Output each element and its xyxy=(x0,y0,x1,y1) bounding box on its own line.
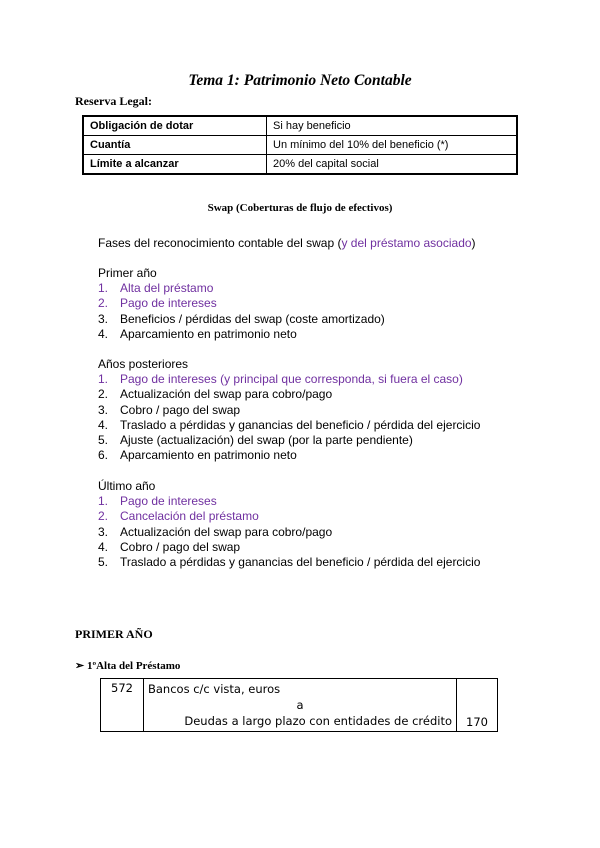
list-item: 4. Aparcamiento en patrimonio neto xyxy=(98,326,297,341)
credit-code: 170 xyxy=(457,679,498,732)
reserva-legal-table xyxy=(82,115,518,175)
debit-account: Bancos c/c vista, euros xyxy=(148,682,281,696)
list-item: 5. Traslado a pérdidas y ganancias del beneficio / pérdida del ejercicio xyxy=(98,555,481,570)
list-item: 4. Traslado a pérdidas y ganancias del beneficio / pérdida del ejercicio xyxy=(98,417,481,432)
list-item: 6. Aparcamiento en patrimonio neto xyxy=(98,448,297,463)
page-title: Tema 1: Patrimonio Neto Contable xyxy=(188,72,412,89)
posteriores-list xyxy=(98,372,480,463)
subsection-text: 1ºAlta del Préstamo xyxy=(86,660,181,672)
journal-entry-table xyxy=(100,678,498,732)
list-item: 3. Actualización del swap para cobro/pago xyxy=(98,524,333,539)
ultimo-section xyxy=(98,479,480,570)
reserva-legal-label: Reserva Legal: xyxy=(75,94,152,108)
list-item: 4. Cobro / pago del swap xyxy=(98,539,241,554)
table-row xyxy=(83,136,517,155)
row-key: Cuantía xyxy=(83,136,267,155)
list-item: 3. Cobro / pago del swap xyxy=(98,402,241,417)
row-key: Límite a alcanzar xyxy=(83,155,267,175)
primer-ano-heading: PRIMER AÑO xyxy=(75,627,153,641)
table-row xyxy=(83,116,517,136)
list-item: 1. Pago de intereses xyxy=(98,494,217,509)
list-item: 2. Cancelación del préstamo xyxy=(98,509,259,524)
alta-prestamo-heading xyxy=(75,659,180,672)
list-item: 5. Ajuste (actualización) del swap (por la parte pendiente) xyxy=(98,433,413,448)
primer-list xyxy=(98,281,385,342)
section-heading: Primer año xyxy=(98,266,157,280)
intro-close: ) xyxy=(471,236,476,250)
swap-title: Swap (Coberturas de flujo de efectivos) xyxy=(207,202,393,214)
list-item: 2. Pago de intereses xyxy=(98,296,217,311)
intro-line xyxy=(98,236,476,251)
table-row xyxy=(83,155,517,175)
list-item: 1. Alta del préstamo xyxy=(98,281,214,296)
primer-section xyxy=(98,266,385,342)
entry-connector: a xyxy=(296,698,304,712)
section-heading: Años posteriores xyxy=(98,357,189,371)
entry-description xyxy=(144,679,457,732)
ultimo-list xyxy=(98,494,480,570)
posteriores-section xyxy=(98,357,480,463)
debit-code: 572 xyxy=(101,679,144,732)
intro-highlight: y del préstamo asociado xyxy=(341,236,472,250)
credit-account: Deudas a largo plazo con entidades de crédito xyxy=(184,714,452,728)
row-value: Un mínimo del 10% del beneficio (*) xyxy=(267,136,518,155)
row-value: Si hay beneficio xyxy=(267,116,518,136)
list-item: 3. Beneficios / pérdidas del swap (coste amortizado) xyxy=(98,311,385,326)
arrow-bullet-icon: ➢ xyxy=(75,660,85,672)
row-value: 20% del capital social xyxy=(267,155,518,175)
section-heading: Último año xyxy=(98,479,156,493)
list-item: 1. Pago de intereses (y principal que corresponda, si fuera el caso) xyxy=(98,372,463,387)
intro-text: Fases del reconocimiento contable del swap ( xyxy=(98,236,342,250)
table-row xyxy=(101,679,498,732)
list-item: 2. Actualización del swap para cobro/pago xyxy=(98,387,333,402)
row-key: Obligación de dotar xyxy=(83,116,267,136)
